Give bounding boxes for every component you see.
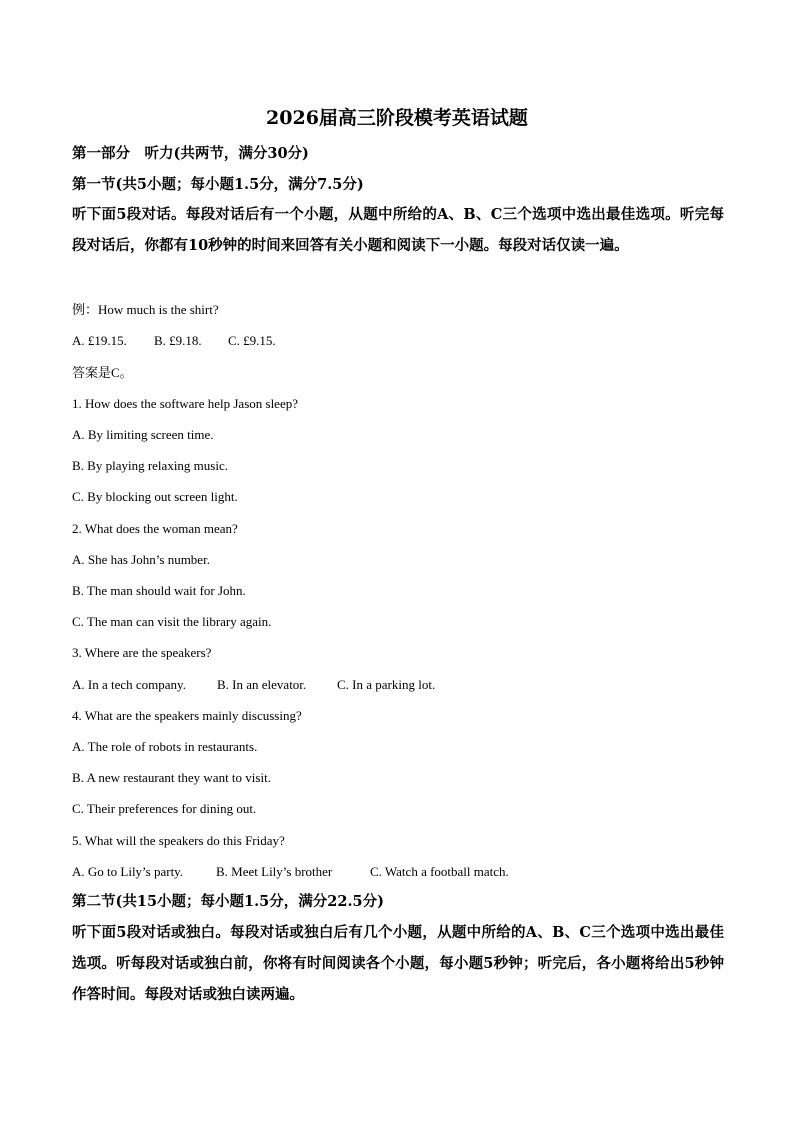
part1-heading: 第一部分 听力(共两节，满分30分) [72,145,309,162]
question-option: A. Go to Lily’s party. [72,864,184,879]
section2-instructions: 听下面5段对话或独白。每段对话或独白后有几个小题，从题中所给的A、B、C三个选项中选出最佳选项。听每段对话或独白前，你将有时间阅读各个小题，每小题5秒钟；听完后，各小题将给出5秒钟作答时间。每段对话或独白读两遍。 [72,924,724,1003]
question-option: C. By blocking out screen light. [72,489,238,504]
question-option: A. The role of robots in restaurants. [72,739,258,754]
question-option: B. The man should wait for John. [72,583,246,598]
example-option-a: A. £19.15. [72,333,127,348]
example-answer: 答案是C。 [72,365,133,380]
example-options [72,331,276,351]
question-option: B. By playing relaxing music. [72,458,228,473]
question-option: A. She has John’s number. [72,552,210,567]
question-options-row [72,675,435,695]
example-option-b: B. £9.18. [154,333,202,348]
section1-instructions: 听下面5段对话。每段对话后有一个小题，从题中所给的A、B、C三个选项中选出最佳选项。听完每段对话后，你都有10秒钟的时间来回答有关小题和阅读下一小题。每段对话仅读一遍。 [72,206,724,254]
question-stem: 5. What will the speakers do this Friday? [72,833,285,848]
question-option: C. The man can visit the library again. [72,614,272,629]
example-question: 例：How much is the shirt? [72,302,219,317]
question-stem: 1. How does the software help Jason sleep? [72,396,298,411]
section1-heading: 第一节(共5小题；每小题1.5分，满分7.5分) [72,176,364,193]
question-option: A. In a tech company. [72,677,186,692]
question-stem: 3. Where are the speakers? [72,645,212,660]
exam-title: 2026届高三阶段模考英语试题 [266,107,528,129]
question-option: A. By limiting screen time. [72,427,214,442]
question-option: C. In a parking lot. [337,677,436,692]
question-option: B. Meet Lily’s brother [216,864,333,879]
section2-heading: 第二节(共15小题；每小题1.5分，满分22.5分) [72,893,384,910]
example-option-c: C. £9.15. [228,333,276,348]
question-options-row [72,862,509,882]
question-option: B. In an elevator. [217,677,307,692]
question-stem: 2. What does the woman mean? [72,521,238,536]
question-option: B. A new restaurant they want to visit. [72,770,271,785]
question-stem: 4. What are the speakers mainly discussing? [72,708,302,723]
question-option: C. Their preferences for dining out. [72,801,257,816]
question-option: C. Watch a football match. [370,864,509,879]
